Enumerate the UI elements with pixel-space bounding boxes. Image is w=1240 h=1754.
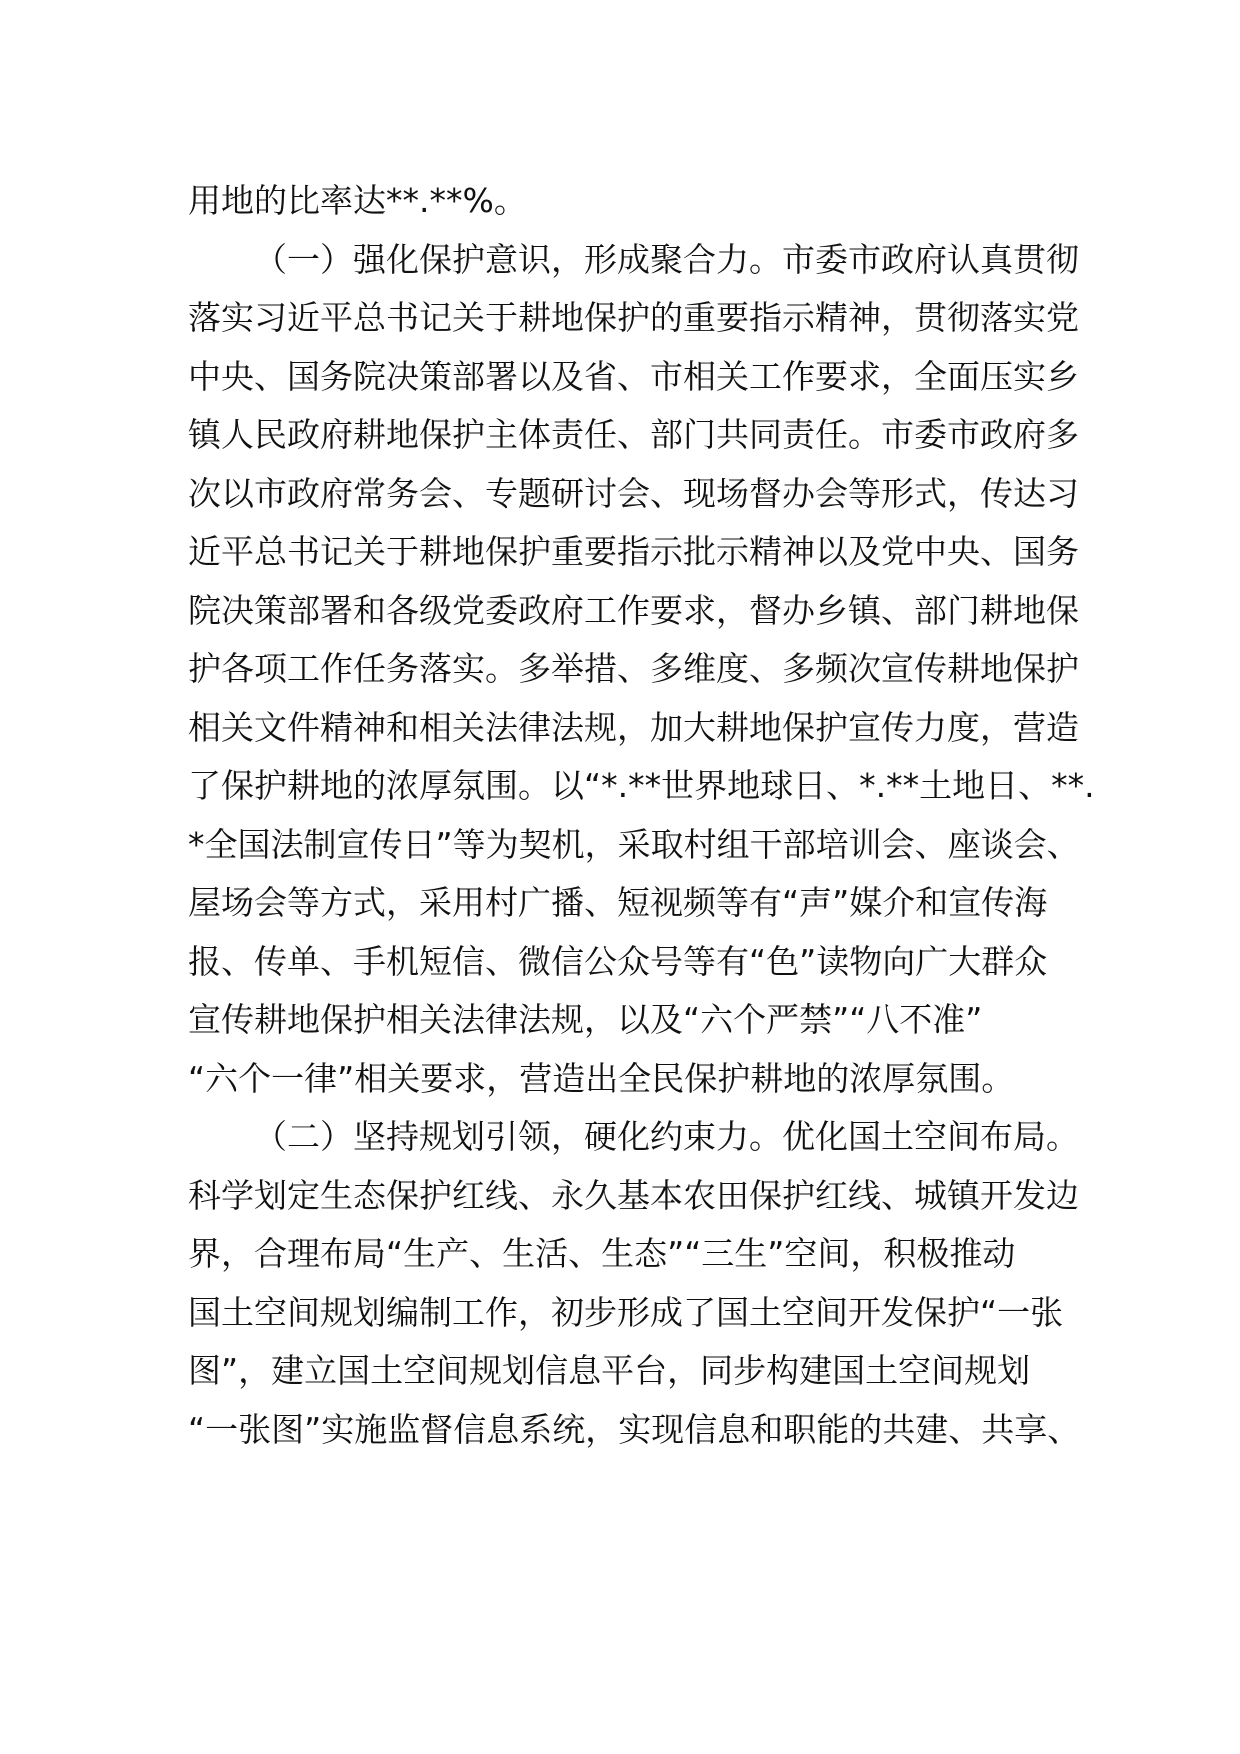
text-line: 国土空间规划编制工作，初步形成了国土空间开发保护“一张	[188, 1292, 1064, 1332]
text-line: 了保护耕地的浓厚氛围。以“*.**世界地球日、*.**土地日、**.	[188, 766, 1095, 805]
text-line: 宣传耕地保护相关法律法规，以及“六个严禁”“八不准”	[188, 1000, 983, 1039]
text-line: 次以市政府常务会、专题研讨会、现场督办会等形式，传达习	[188, 473, 1079, 513]
text-line: 界，合理布局“生产、生活、生态”“三生”空间，积极推动	[188, 1234, 1016, 1273]
text-line: 护各项工作任务落实。多举措、多维度、多频次宣传耕地保护	[188, 649, 1079, 688]
text-line: 镇人民政府耕地保护主体责任、部门共同责任。市委市政府多	[188, 415, 1079, 454]
text-line: “六个一律”相关要求，营造出全民保护耕地的浓厚氛围。	[188, 1058, 1015, 1098]
section-heading-line: （二）坚持规划引领，硬化约束力。优化国土空间布局。	[254, 1117, 1079, 1156]
text-line: 相关文件精神和相关法律法规，加大耕地保护宣传力度，营造	[188, 707, 1079, 747]
text-line: 用地的比率达**.**%。	[188, 181, 527, 220]
text-line: 院决策部署和各级党委政府工作要求，督办乡镇、部门耕地保	[188, 590, 1079, 630]
text-line: 近平总书记关于耕地保护重要指示批示精神以及党中央、国务	[188, 532, 1079, 571]
text-line: *全国法制宣传日”等为契机，采取村组干部培训会、座谈会、	[188, 824, 1080, 864]
text-line: “一张图”实施监督信息系统，实现信息和职能的共建、共享、	[188, 1409, 1081, 1449]
section-heading-line: （一）强化保护意识，形成聚合力。市委市政府认真贯彻	[254, 239, 1079, 279]
text-line: 落实习近平总书记关于耕地保护的重要指示精神，贯彻落实党	[188, 298, 1079, 337]
body-text	[188, 172, 1095, 1459]
text-line: 科学划定生态保护红线、永久基本农田保护红线、城镇开发边	[188, 1175, 1079, 1215]
text-line: 中央、国务院决策部署以及省、市相关工作要求，全面压实乡	[188, 356, 1079, 396]
text-line: 报、传单、手机短信、微信公众号等有“色”读物向广大群众	[188, 941, 1048, 981]
text-line: 图”，建立国土空间规划信息平台，同步构建国土空间规划	[188, 1351, 1031, 1390]
text-line: 屋场会等方式，采用村广播、短视频等有“声”媒介和宣传海	[188, 883, 1048, 922]
